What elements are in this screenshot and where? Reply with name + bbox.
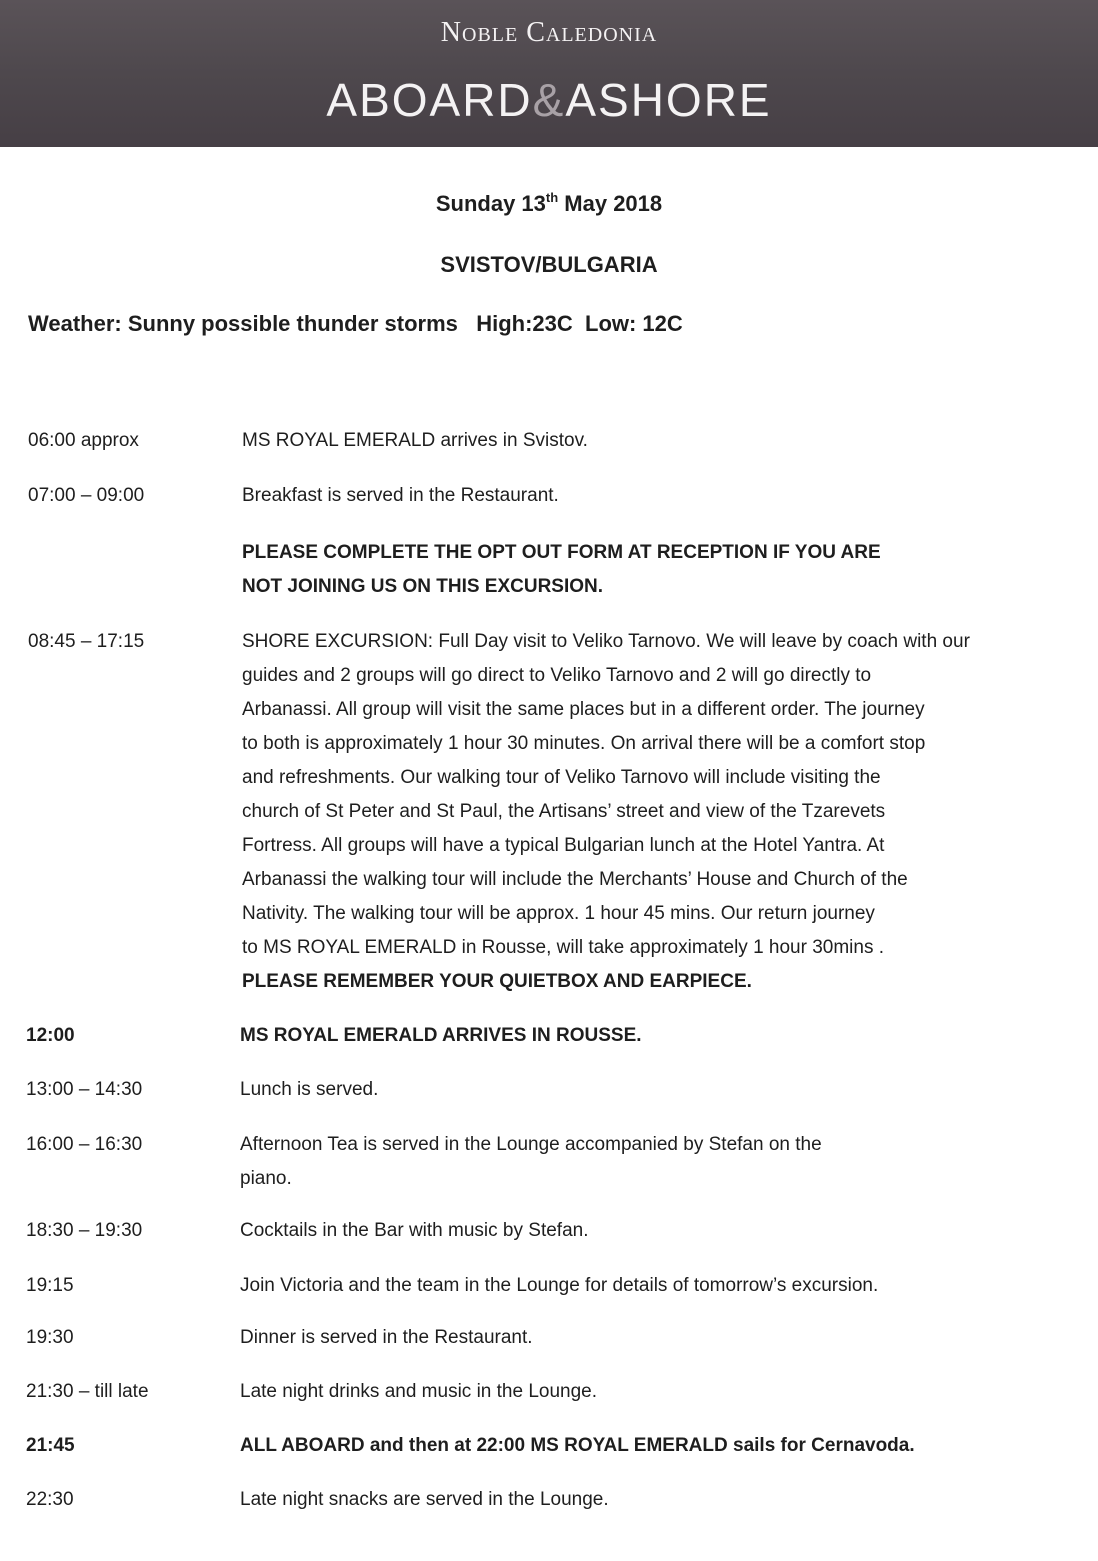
schedule-desc: ALL ABOARD and then at 22:00 MS ROYAL EMERALD sails for Cernavoda. <box>240 1435 915 1456</box>
excursion-description <box>242 625 1077 999</box>
opt-out-line: PLEASE COMPLETE THE OPT OUT FORM AT RECEPTION IF YOU ARE <box>242 542 881 563</box>
date-heading <box>0 190 1098 218</box>
excursion-time: 08:45 – 17:15 <box>28 631 145 652</box>
excursion-line: church of St Peter and St Paul, the Artisans’ street and view of the Tzarevets <box>242 801 886 822</box>
schedule-time: 19:30 <box>26 1327 74 1348</box>
aboard-ashore-title <box>0 74 1098 126</box>
schedule-time: 22:30 <box>26 1489 74 1510</box>
schedule-desc: Lunch is served. <box>240 1079 379 1100</box>
schedule-desc: Late night drinks and music in the Lounge. <box>240 1381 598 1402</box>
excursion-line: Arbanassi the walking tour will include the Merchants’ House and Church of the <box>242 869 908 890</box>
weather-line: Weather: Sunny possible thunder storms High:23C Low: 12C <box>28 311 683 336</box>
schedule-desc: Dinner is served in the Restaurant. <box>240 1327 533 1348</box>
excursion-line: SHORE EXCURSION: Full Day visit to Veliko Tarnovo. We will leave by coach with our <box>242 631 970 652</box>
schedule-desc: Join Victoria and the team in the Lounge for details of tomorrow’s excursion. <box>240 1275 879 1296</box>
schedule-time: 21:45 <box>26 1435 75 1456</box>
title-ashore: ASHORE <box>565 74 772 126</box>
schedule-desc: Late night snacks are served in the Lounge. <box>240 1489 609 1510</box>
schedule-desc: Breakfast is served in the Restaurant. <box>242 485 559 506</box>
schedule-time: 07:00 – 09:00 <box>28 485 145 506</box>
brand-name: Noble Caledonia <box>440 17 658 48</box>
header-banner <box>0 0 1098 147</box>
excursion-line: and refreshments. Our walking tour of Veliko Tarnovo will include visiting the <box>242 767 881 788</box>
excursion-reminder: PLEASE REMEMBER YOUR QUIETBOX AND EARPIECE. <box>242 971 752 992</box>
location-heading: SVISTOV/BULGARIA <box>440 252 658 277</box>
title-ampersand: & <box>532 74 566 126</box>
date-month-year: May 2018 <box>558 191 663 216</box>
schedule-time: 21:30 – till late <box>26 1381 149 1402</box>
schedule-desc: MS ROYAL EMERALD arrives in Svistov. <box>242 430 588 451</box>
title-aboard: ABOARD <box>326 74 533 126</box>
schedule-time: 18:30 – 19:30 <box>26 1220 143 1241</box>
opt-out-line: NOT JOINING US ON THIS EXCURSION. <box>242 576 604 597</box>
date-day: Sunday 13 <box>435 191 546 216</box>
schedule-desc: Cocktails in the Bar with music by Stefan. <box>240 1220 589 1241</box>
opt-out-note <box>242 536 881 604</box>
schedule-time: 13:00 – 14:30 <box>26 1079 143 1100</box>
excursion-line: to both is approximately 1 hour 30 minutes. On arrival there will be a comfort stop <box>242 733 926 754</box>
excursion-line: Fortress. All groups will have a typical Bulgarian lunch at the Hotel Yantra. At <box>242 835 885 856</box>
schedule-time: 19:15 <box>26 1275 74 1296</box>
schedule-desc <box>240 1128 1075 1196</box>
excursion-line: Arbanassi. All group will visit the same places but in a different order. The journey <box>242 699 925 720</box>
excursion-line: Nativity. The walking tour will be approx. 1 hour 45 mins. Our return journey <box>242 903 875 924</box>
excursion-line: guides and 2 groups will go direct to Veliko Tarnovo and 2 will go directly to <box>242 665 872 686</box>
schedule-time: 16:00 – 16:30 <box>26 1134 143 1155</box>
schedule-desc: MS ROYAL EMERALD ARRIVES IN ROUSSE. <box>240 1025 642 1046</box>
schedule-desc-line: Afternoon Tea is served in the Lounge accompanied by Stefan on the <box>240 1134 822 1155</box>
schedule-time: 12:00 <box>26 1025 75 1046</box>
excursion-line: to MS ROYAL EMERALD in Rousse, will take approximately 1 hour 30mins . <box>242 937 885 958</box>
date-suffix: th <box>545 190 559 205</box>
schedule-time: 06:00 approx <box>28 430 139 451</box>
schedule-desc-line: piano. <box>240 1168 292 1189</box>
